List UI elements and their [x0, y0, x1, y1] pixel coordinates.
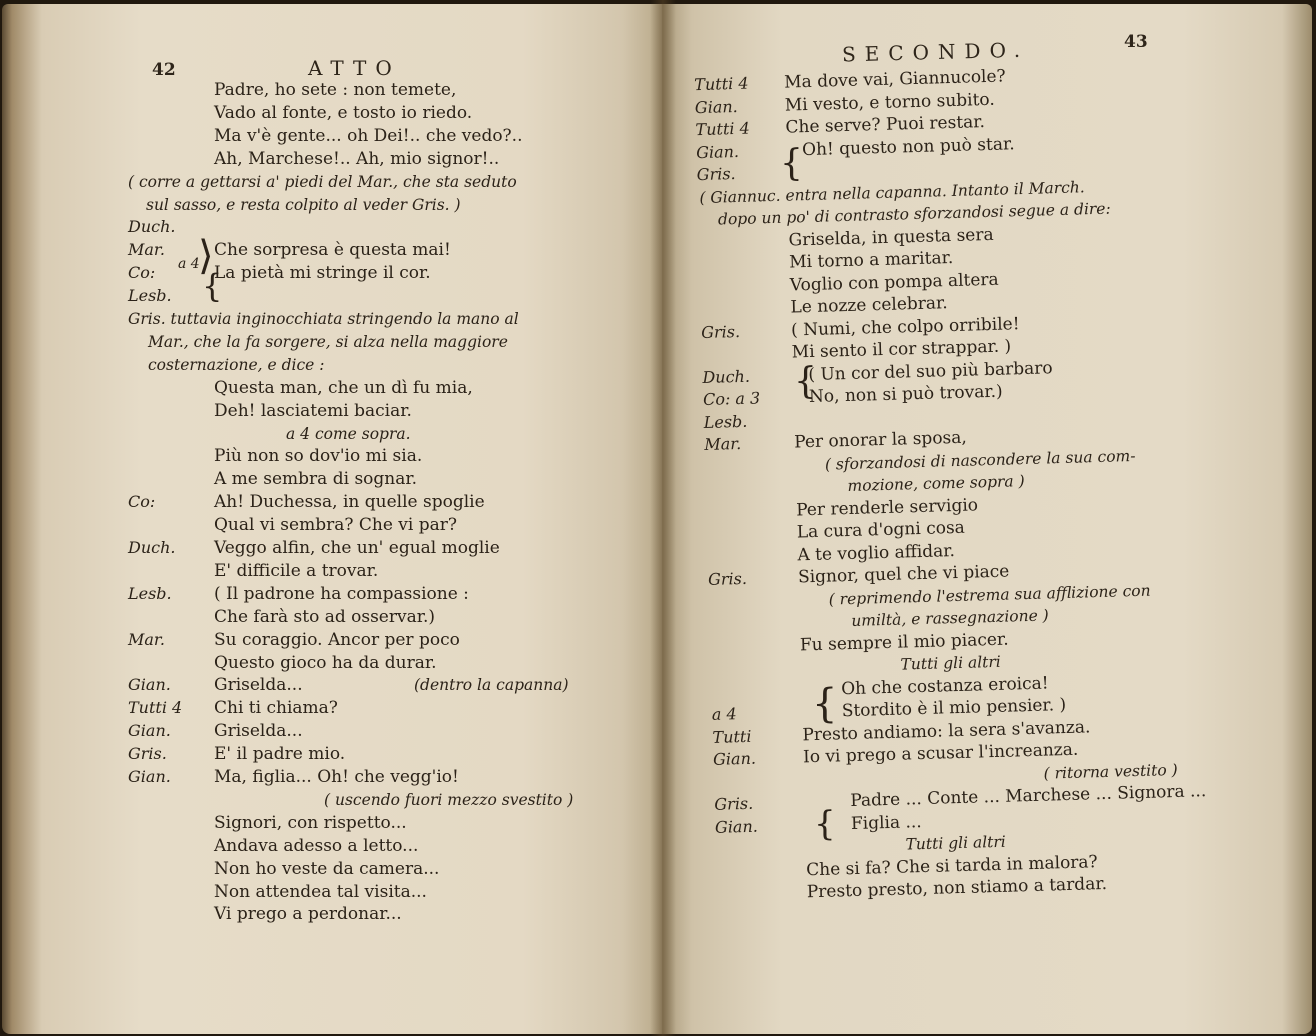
stage-direction: [148, 355, 324, 375]
line-text: Per renderle servigio: [795, 494, 979, 520]
line-text: Andava adesso a letto...: [214, 835, 419, 856]
line-text: Mi sento il cor strappar. ): [791, 336, 1012, 363]
verse-line: [214, 744, 345, 764]
line-text: Oh! questo non può star.: [801, 133, 1015, 160]
speaker-label: Gian.: [695, 141, 740, 162]
stage-aside: (dentro la capanna): [414, 676, 569, 695]
verse-line: [803, 740, 1079, 768]
line-text: Presto andiamo: la sera s'avanza.: [802, 716, 1091, 745]
line-text: costernazione, e dice :: [148, 355, 325, 374]
verse-line: [214, 492, 485, 512]
line-text: A te voglio affidar.: [797, 540, 956, 565]
stage-direction: [1043, 759, 1178, 783]
speaker-label: Lesb.: [128, 286, 172, 306]
line-text: mozione, come sopra ): [847, 472, 1025, 496]
speaker-label: Gris.: [700, 321, 741, 342]
line-text: Qual vi sembra? Che vi par?: [214, 515, 457, 536]
verse-line: [214, 263, 431, 283]
verse-line: [797, 541, 955, 565]
speaker-label: Gris.: [128, 744, 167, 764]
verse-line: [214, 767, 459, 787]
stage-direction: [851, 605, 1049, 631]
line-text: Signori, con rispetto...: [214, 812, 407, 833]
verse-line: [214, 469, 417, 489]
speaker-label: Lesb.: [703, 411, 748, 432]
line-text: La cura d'ogni cosa: [796, 517, 966, 543]
stage-direction: [146, 195, 461, 215]
verse-line: [790, 293, 948, 317]
stage-direction: [847, 471, 1025, 496]
line-text: Mi vesto, e torno subito.: [784, 89, 995, 116]
line-text: Questa man, che un dì fu mia,: [214, 377, 473, 398]
line-text: Ma dove vai, Giannucole?: [783, 66, 1006, 93]
line-text: Più non so dov'io mi sia.: [214, 446, 423, 467]
line-text: Chi ti chiama?: [214, 698, 338, 719]
stage-direction: [324, 790, 573, 810]
line-text: Che si fa? Che si tarda in malora?: [805, 851, 1098, 880]
verse-line: [214, 698, 338, 718]
line-text: Io vi prego a scusar l'increanza.: [802, 739, 1079, 768]
speaker-label: Tutti: [712, 726, 752, 747]
speaker-label: Mar.: [128, 629, 165, 649]
verse-line: [850, 781, 1206, 811]
line-text: La pietà mi stringe il cor.: [214, 263, 431, 284]
speaker-label: Mar.: [128, 240, 165, 260]
line-text: E' difficile a trovar.: [214, 560, 379, 581]
verse-line: [214, 721, 303, 741]
line-text: A me sembra di sognar.: [214, 469, 418, 490]
speaker-label: Tutti 4: [128, 698, 183, 718]
line-text: No, non si può trovar.): [808, 381, 1003, 408]
stage-direction: [128, 172, 517, 192]
speaker-label: a 4: [711, 704, 737, 724]
speaker-label: Duch.: [702, 366, 751, 387]
line-text: Questo gioco ha da durar.: [214, 652, 437, 673]
line-text: Stordito è il mio pensier. ): [841, 694, 1067, 722]
verse-line: [214, 813, 407, 833]
verse-line: [214, 240, 451, 260]
verse-line: [841, 673, 1049, 699]
line-text: Figlia ...: [850, 811, 922, 834]
verse-line: [785, 89, 995, 115]
page-number: 42: [152, 60, 176, 80]
speaker-label: Gian.: [128, 767, 171, 786]
line-text: Ma, figlia... Oh! che vegg'io!: [214, 767, 459, 787]
line-text: Vado al fonte, e tosto io riedo.: [214, 102, 473, 123]
verse-line: [791, 314, 1020, 340]
line-text: Che serve? Puoi restar.: [785, 112, 986, 138]
line-text: E' il padre mio.: [214, 744, 346, 765]
verse-line: [214, 630, 460, 650]
verse-line: [784, 66, 1006, 92]
verse-line: [842, 695, 1067, 721]
verse-line: [792, 336, 1012, 362]
verse-line: [214, 607, 435, 627]
verse-line: [214, 584, 469, 604]
verse-line: [789, 248, 954, 273]
brace-icon: ⟩: [198, 233, 214, 279]
line-text: Veggo alfin, che un' egual moglie: [214, 538, 500, 558]
speaker-label: Gian.: [128, 721, 171, 741]
speaker-label: Gian.: [712, 748, 757, 769]
line-text: a 4 come sopra.: [286, 424, 411, 443]
right-page: [662, 4, 1312, 1034]
line-text: Ma v'è gente... oh Dei!.. che vedo?..: [214, 125, 523, 146]
speaker-label: Gian.: [694, 96, 738, 117]
verse-line: [214, 149, 499, 169]
verse-line: [809, 382, 1003, 407]
page-number: 43: [1124, 32, 1148, 52]
line-text: dopo un po' di contrasto sforzandosi segue a dire:: [717, 199, 1111, 229]
verse-line: [214, 103, 472, 123]
verse-line: [851, 812, 922, 834]
line-text: Griselda...: [214, 675, 303, 696]
verse-line: [214, 80, 456, 100]
line-text: Non attendea tal visita...: [214, 881, 427, 902]
verse-line: [785, 112, 985, 138]
running-head: SECONDO.: [841, 37, 1030, 67]
line-text: Presto presto, non stiamo a tardar.: [806, 873, 1108, 903]
verse-line: [214, 515, 457, 535]
verse-line: [797, 518, 966, 543]
brace-icon: {: [812, 681, 838, 727]
line-text: Non ho veste da camera...: [214, 858, 440, 879]
line-text: Gris. tuttavia inginocchiata stringendo la mano al: [128, 310, 519, 328]
verse-line: [796, 495, 978, 520]
verse-line: [214, 561, 378, 581]
line-text: umiltà, e rassegnazione ): [851, 606, 1049, 630]
ensemble-label: a 4: [178, 256, 200, 272]
speaker-label: Gian.: [714, 816, 759, 837]
line-text: ( uscendo fuori mezzo svestito ): [324, 790, 574, 809]
running-head: ATTO: [308, 56, 401, 80]
line-text: Le nozze celebrar.: [790, 293, 948, 318]
verse-line: [214, 378, 473, 398]
speaker-label: Tutti 4: [695, 118, 750, 140]
verse-line: [214, 836, 418, 856]
verse-line: [214, 882, 427, 902]
speaker-label: Gris.: [714, 793, 754, 814]
line-text: Che farà sto ad osservar.): [214, 606, 436, 627]
verse-line: [788, 224, 993, 250]
brace-icon: {: [780, 143, 803, 184]
line-text: Che sorpresa è questa mai!: [214, 240, 451, 261]
stage-direction: [128, 309, 519, 329]
line-text: Griselda...: [214, 721, 303, 742]
verse-line: [214, 401, 412, 421]
line-text: Tutti gli altri: [905, 832, 1007, 854]
line-text: Ah, Marchese!.. Ah, mio signor!..: [214, 148, 500, 169]
verse-line: [808, 358, 1053, 385]
line-text: ( sforzandosi di nascondere la sua com-: [824, 446, 1136, 474]
line-text: Signor, quel che vi piace: [797, 561, 1010, 588]
line-text: ( Numi, che colpo orribile!: [790, 313, 1020, 341]
line-text: Ah! Duchessa, in quelle spoglie: [214, 492, 485, 513]
verse-line: [214, 859, 439, 879]
stage-direction: [148, 332, 508, 352]
verse-line: [214, 653, 437, 673]
line-text: Vi prego a perdonar...: [214, 904, 402, 925]
line-text: Voglio con pompa altera: [789, 269, 999, 296]
speaker-label: Co:: [128, 492, 156, 512]
stage-direction: [905, 832, 1006, 855]
verse-line: [798, 562, 1010, 588]
speaker-label: Gris.: [707, 568, 748, 589]
verse-line: [214, 675, 303, 695]
verse-line: [214, 446, 422, 466]
line-text: ( Giannuc. entra nella capanna. Intanto il March.: [699, 177, 1085, 207]
line-text: Deh! lasciatemi baciar.: [214, 400, 412, 421]
speaker-label: Co: a 3: [702, 388, 761, 410]
speaker-label: Duch.: [128, 538, 176, 557]
line-text: Mar., che la fa sorgere, si alza nella maggiore: [148, 332, 508, 351]
verse-line: [794, 428, 967, 453]
line-text: Griselda, in questa sera: [788, 224, 994, 251]
left-page: [2, 4, 662, 1034]
line-text: ( corre a gettarsi a' piedi del Mar., che sta seduto: [128, 172, 517, 191]
line-text: sul sasso, e resta colpito al veder Gris. ): [146, 195, 461, 214]
line-text: ( Il padrone ha compassione :: [214, 583, 469, 604]
line-text: Per onorar la sposa,: [794, 427, 968, 453]
line-text: Su coraggio. Ancor per poco: [214, 629, 460, 650]
speaker-label: Tutti 4: [693, 73, 749, 95]
speaker-label: Co:: [128, 263, 156, 283]
speaker-label: Gris.: [696, 164, 736, 185]
speaker-label: Duch.: [128, 217, 176, 237]
line-text: ( reprimendo l'estrema sua afflizione con: [828, 581, 1151, 609]
verse-line: [214, 126, 522, 146]
brace-icon: {: [202, 267, 223, 305]
line-text: Padre, ho sete : non temete,: [214, 80, 457, 100]
line-text: Oh che costanza eroica!: [840, 672, 1049, 699]
verse-line: [802, 134, 1015, 160]
speaker-label: Mar.: [704, 433, 742, 454]
line-text: ( ritorna vestito ): [1043, 760, 1178, 783]
line-text: Mi torno a maritar.: [788, 247, 954, 273]
line-text: ( Un cor del suo più barbaro: [808, 357, 1053, 385]
verse-line: [214, 904, 402, 924]
verse-line: [800, 629, 1009, 655]
stage-direction: [286, 424, 411, 444]
speaker-label: Gian.: [128, 675, 171, 695]
line-text: Padre ... Conte ... Marchese ... Signora ...: [850, 781, 1207, 812]
verse-line: [790, 269, 999, 295]
line-text: Tutti gli altri: [900, 652, 1001, 674]
stage-direction: [900, 652, 1001, 675]
line-text: Fu sempre il mio piacer.: [799, 629, 1009, 655]
speaker-label: Lesb.: [128, 583, 172, 603]
brace-icon: {: [814, 804, 836, 844]
brace-icon: {: [794, 361, 817, 402]
verse-line: [214, 538, 500, 558]
